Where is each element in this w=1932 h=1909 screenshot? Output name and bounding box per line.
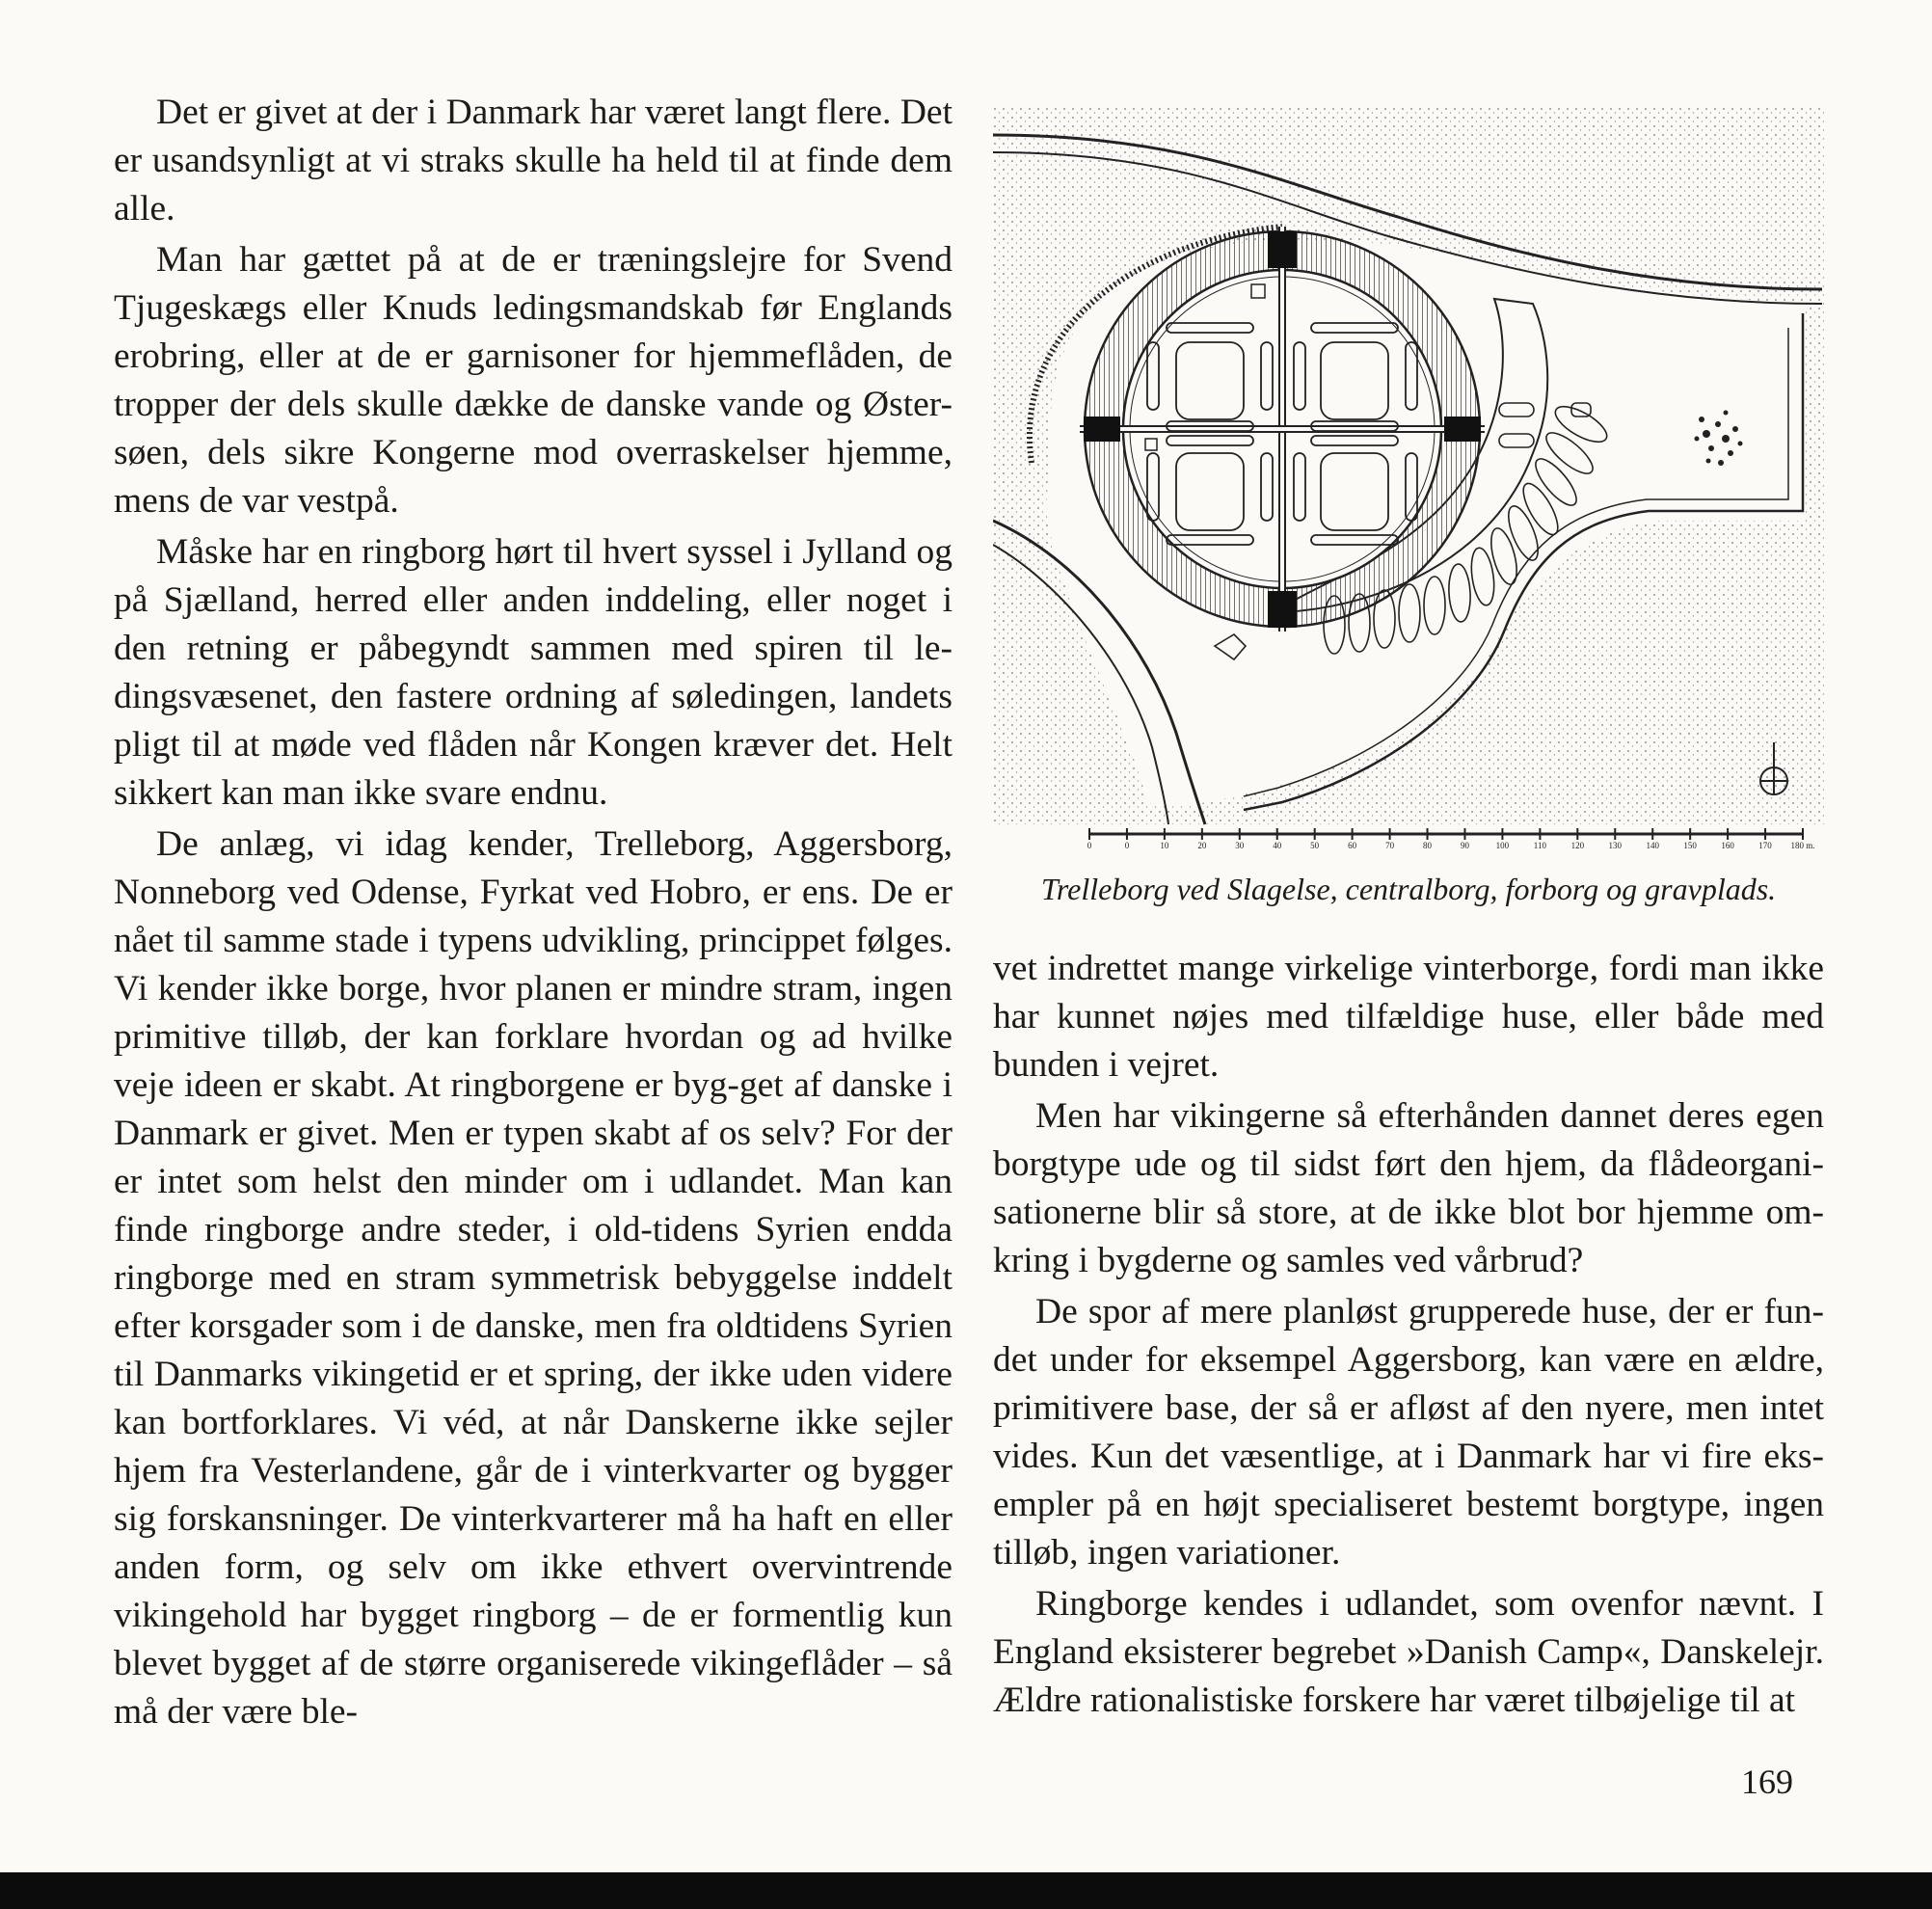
scale-label: 30 <box>1235 841 1245 848</box>
scale-bar <box>1087 828 1815 848</box>
scale-label: 120 <box>1570 841 1585 848</box>
paragraph: vet indrettet mange virkelige vinterborge, fordi man ikke har kunnet nøjes med tilfældige huse, eller både med bunden i vejret. <box>993 949 1824 1085</box>
scale-label: 80 <box>1423 841 1433 848</box>
trelleborg-plan-figure <box>993 106 1824 848</box>
scale-label: 160 <box>1721 841 1734 848</box>
left-text-column <box>114 89 953 1736</box>
scale-label: 20 <box>1197 841 1207 848</box>
paragraph: De anlæg, vi idag kender, Trelleborg, Aggersborg, Nonneborg ved Odense, Fyrkat ved Hobro, er ens. De er nået til samme stade i typens udvikling, princippet følges. Vi kender ikke borge, hvor planen er mindre stram, ingen primitive tilløb, der kan forklare hvordan og ad hvilke veje ideen er skabt. At ringborgene er byg-get af danske i Danmark er givet. Men er typen skabt af os selv? For der er intet som helst den minder om i udlandet. Man kan finde ringborge andre steder, i old-tidens Syrien endda ringborge med en stram symmetrisk bebyggelse inddelt efter korsgader som i de danske, men fra oldtidens Syrien til Danmarks vikingetid er et spring, der ikke uden videre kan bortforklares. Vi véd, at når Danskerne ikke sejler hjem fra Vesterlandene, går de i vinterkvarter og bygger sig forskansninger. De vinterkvarterer må ha haft en eller anden form, og selv om ikke ethvert overvintrende vikingehold har bygget ringborg – de er formentlig kun blevet bygget af de større organiserede vikingeflåder – så må der være ble- <box>114 824 953 1732</box>
site-plan-drawing <box>993 106 1824 848</box>
scale-label: 110 <box>1533 841 1546 848</box>
figure-caption: Trelleborg ved Slagelse, centralborg, forborg og gravplads. <box>1040 872 1777 906</box>
paragraph: Men har vikingerne så efterhånden dannet deres egen borgtype ude og til sidst ført den hjem, da flådeorgani-sationerne blir så store, at de ikke blot bor hjemme om-kring i bygderne og samles ved vårbrud? <box>993 1096 1824 1280</box>
scale-label: 100 <box>1495 841 1510 848</box>
scale-label: 10 <box>1160 841 1169 848</box>
paragraph: Ringborge kendes i udlandet, som ovenfor nævnt. I England eksisterer begrebet »Danish Camp«, Danskelejr. Ældre rationalistiske forskere har været tilbøjelige til at <box>993 1584 1824 1720</box>
paragraph: De spor af mere planløst grupperede huse, der er fun-det under for eksempel Aggersborg, kan være en ældre, primitivere base, der så er afløst af den nyere, men intet vides. Kun det væsentlige, at i Danmark har vi fire eks-empler på en højt specialiseret bestemt borgtype, ingen tilløb, ingen variationer. <box>993 1292 1824 1573</box>
scale-label: 180 m. <box>1790 841 1815 848</box>
scale-label: 40 <box>1273 841 1282 848</box>
scale-label: 0 <box>1124 841 1130 848</box>
scale-label: 90 <box>1460 841 1469 848</box>
scale-label: 150 <box>1683 841 1697 848</box>
scale-label: 170 <box>1758 841 1772 848</box>
paragraph: Man har gættet på at de er træningslejre for Svend Tjugeskægs eller Knuds ledingsmandskab før Englands erobring, eller at de er garnisoner for hjemmeflåden, de tropper der dels skulle dække de danske vande og Øster-søen, dels sikre Kongerne mod overraskelser hjemme, mens de var vestpå. <box>114 240 953 521</box>
scale-label: 70 <box>1385 841 1395 848</box>
scale-label: 0 <box>1087 841 1092 848</box>
scale-label: 60 <box>1348 841 1357 848</box>
paragraph: Det er givet at der i Danmark har været langt flere. Det er usandsynligt at vi straks skulle ha held til at finde dem alle. <box>114 93 953 229</box>
scale-label: 50 <box>1310 841 1320 848</box>
scan-bottom-edge <box>0 1872 1932 1909</box>
scale-label: 140 <box>1646 841 1659 848</box>
right-text-column <box>993 945 1824 1725</box>
scale-label: 130 <box>1608 841 1623 848</box>
paragraph: Måske har en ringborg hørt til hvert syssel i Jylland og på Sjælland, herred eller anden inddeling, eller noget i den retning er påbegyndt sammen med spiren til le-dingsvæsenet, den fastere ordning af søledingen, landets pligt til at møde ved flåden når Kongen kræver det. Helt sikkert kan man ikke svare endnu. <box>114 532 953 813</box>
page-number: 169 <box>1741 1762 1793 1801</box>
